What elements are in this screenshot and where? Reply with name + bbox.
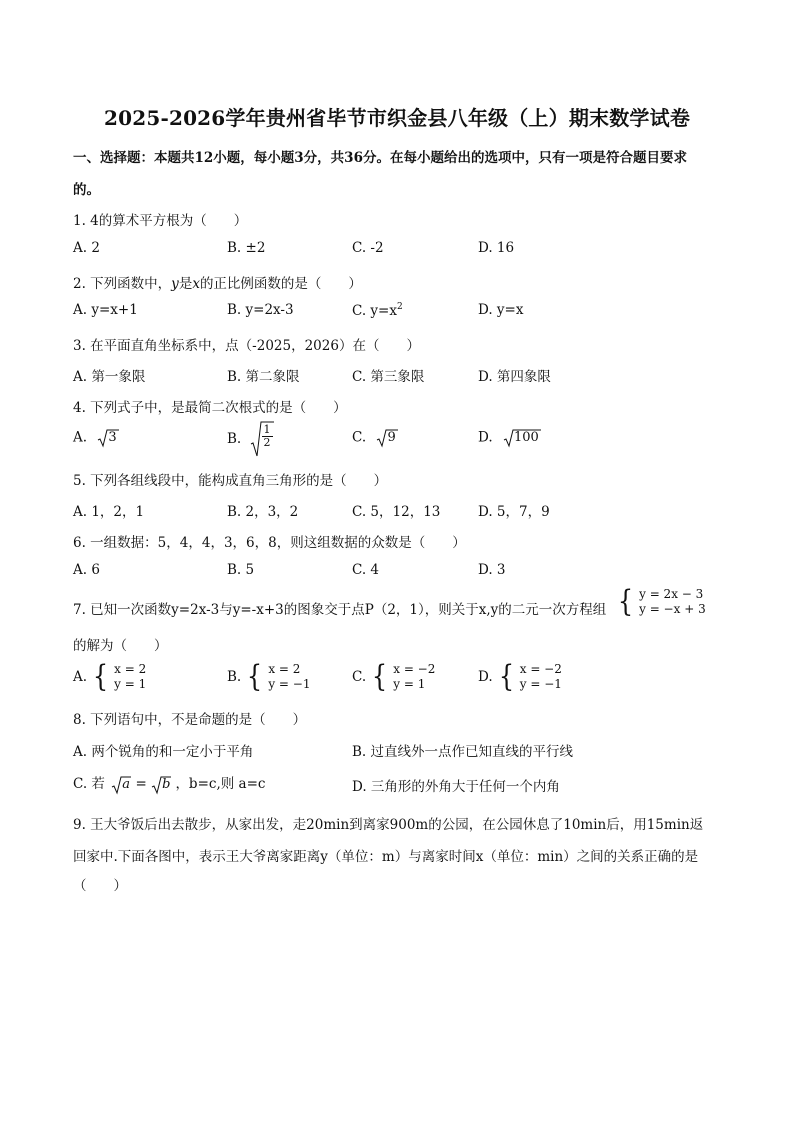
- question-8-stem: 8. 下列语句中，不是命题的是（ ）: [73, 712, 307, 728]
- question-2-stem-text: 2. 下列函数中，: [73, 276, 172, 292]
- equation-2: y = 1: [393, 677, 426, 691]
- question-4-option-b: [227, 420, 274, 458]
- radicand-a: a: [122, 776, 130, 792]
- question-6-stem: 6. 一组数据：5，4，4，3，6，8，则这组数据的众数是（ ）: [73, 535, 466, 551]
- equation-system: [73, 659, 147, 694]
- equation-lines: [114, 662, 146, 692]
- equation-2: y = −1: [519, 677, 562, 691]
- question-4-option-c: [352, 428, 398, 448]
- question-4-option-a-radicand: 3: [108, 430, 117, 445]
- question-1-stem: 1. 4的算术平方根为（ ）: [73, 213, 248, 229]
- question-1-option-c: C. -2: [352, 240, 384, 256]
- option-label: D.: [478, 669, 493, 685]
- equation-1: x = 2: [114, 662, 147, 676]
- option-label: A.: [73, 669, 88, 685]
- question-5-option-a: A. 1，2，1: [73, 504, 145, 520]
- sqrt-symbol: [250, 420, 274, 458]
- equation-lines: [520, 662, 562, 692]
- option-label: C.: [352, 669, 367, 685]
- question-3-option-d: D. 第四象限: [478, 369, 551, 385]
- question-6-option-b: B. 5: [227, 562, 255, 578]
- equation-lines: [268, 662, 310, 692]
- question-8-option-c: [73, 772, 265, 795]
- section-heading-line2: 的。: [73, 182, 100, 198]
- sqrt-symbol: [503, 428, 541, 448]
- question-2-var-y: y: [171, 276, 179, 292]
- question-7-option-c: [352, 659, 436, 694]
- brace-symbol: {: [498, 659, 514, 694]
- equation-lines: [639, 587, 706, 617]
- question-5-option-d: D. 5，7，9: [478, 504, 550, 520]
- question-2-option-c-exponent: 2: [396, 302, 403, 312]
- equation-1: x = −2: [519, 662, 562, 676]
- equation-2: y = −1: [268, 677, 311, 691]
- question-2-option-b: B. y=2x-3: [227, 302, 294, 318]
- question-9-line1: 9. 王大爷饭后出去散步，从家出发，走20min到离家900m的公园，在公园休息了10min后，用15min返: [73, 817, 704, 833]
- question-3-stem: 3. 在平面直角坐标系中，点（-2025，2026）在（ ）: [73, 338, 420, 354]
- question-1-option-b: B. ±2: [227, 240, 266, 256]
- question-4-option-a: [73, 428, 119, 448]
- question-7-option-b: [227, 659, 311, 694]
- question-5-stem: 5. 下列各组线段中，能构成直角三角形的是（ ）: [73, 473, 388, 489]
- brace-symbol: {: [247, 659, 263, 694]
- section-heading-line1: 一、选择题：本题共12小题，每小题3分，共36分。在每小题给出的选项中，只有一项是符合题目要求: [73, 150, 687, 166]
- sqrt-symbol: [111, 775, 131, 795]
- brace-symbol: {: [92, 659, 109, 694]
- question-2-option-a: A. y=x+1: [73, 302, 138, 318]
- question-2-stem-mid: 是: [178, 276, 193, 292]
- brace-symbol: {: [617, 584, 634, 619]
- equation-1: y = 2x − 3: [639, 587, 704, 601]
- option-c-suffix: ，b=c,则 a=c: [175, 776, 266, 792]
- question-1-option-d: D. 16: [478, 240, 515, 256]
- question-4-option-b-label: B.: [227, 431, 242, 447]
- question-7-option-a: [73, 659, 147, 694]
- question-4-option-a-label: A.: [73, 429, 88, 446]
- question-3-option-a: A. 第一象限: [73, 369, 146, 385]
- question-2-stem-end: 的正比例函数的是（ ）: [199, 276, 362, 292]
- question-6-option-c: C. 4: [352, 562, 380, 578]
- question-2-option-d: D. y=x: [478, 302, 524, 318]
- question-8-option-b: B. 过直线外一点作已知直线的平行线: [352, 744, 574, 760]
- question-2-var-x: x: [192, 276, 200, 292]
- option-label: B.: [227, 669, 242, 685]
- sqrt-symbol: [97, 428, 119, 448]
- sqrt-symbol: [376, 428, 398, 448]
- question-4-option-d: [478, 428, 541, 448]
- page-title: 2025-2026学年贵州省毕节市织金县八年级（上）期末数学试卷: [103, 106, 691, 130]
- question-7-stem: 7. 已知一次函数y=2x-3与y=-x+3的图象交于点P（2，1），则关于x,y的二元一次方程组: [73, 602, 607, 618]
- equation-lines: [393, 662, 435, 692]
- equation-system: [227, 659, 311, 694]
- brace-symbol: {: [372, 659, 388, 694]
- question-7-equation-system: [616, 584, 706, 619]
- option-c-prefix: C. 若: [73, 776, 105, 792]
- question-4-stem: 4. 下列式子中，是最简二次根式的是（ ）: [73, 400, 347, 416]
- question-4-option-c-radicand: 9: [387, 430, 396, 445]
- question-7-option-d: [478, 659, 562, 694]
- question-8-option-d: D. 三角形的外角大于任何一个内角: [352, 779, 560, 795]
- question-6-option-d: D. 3: [478, 562, 506, 578]
- fraction-numerator: 1: [263, 423, 271, 436]
- fraction: [262, 424, 273, 449]
- question-7-stem-end: 的解为（ ）: [73, 638, 168, 654]
- sqrt-symbol: [151, 775, 171, 795]
- question-2-stem: [73, 272, 362, 292]
- question-2-option-c-text: C. y=x: [352, 303, 397, 319]
- question-5-option-c: C. 5，12，13: [352, 504, 441, 520]
- question-6-option-a: A. 6: [73, 562, 100, 578]
- question-1-option-a: A. 2: [73, 240, 100, 256]
- equation-1: x = 2: [268, 662, 301, 676]
- question-4-option-d-label: D.: [478, 429, 493, 446]
- question-9-line2: 回家中.下面各图中，表示王大爷离家距离y（单位：m）与离家时间x（单位：min）之间的关系正确的是: [73, 849, 699, 865]
- question-8-option-a: A. 两个锐角的和一定小于平角: [73, 744, 254, 760]
- equals-sign: =: [135, 776, 147, 792]
- equation-2: y = −x + 3: [639, 602, 706, 616]
- question-4-option-d-radicand: 100: [513, 430, 539, 445]
- equation-1: x = −2: [393, 662, 436, 676]
- question-9-line3: （ ）: [73, 878, 127, 894]
- equation-system: [616, 584, 706, 619]
- question-5-option-b: B. 2，3，2: [227, 504, 299, 520]
- question-4-option-c-label: C.: [352, 429, 367, 446]
- question-3-option-b: B. 第二象限: [227, 369, 300, 385]
- equation-2: y = 1: [114, 677, 147, 691]
- equation-system: [478, 659, 562, 694]
- question-3-option-c: C. 第三象限: [352, 369, 425, 385]
- radicand-b: b: [162, 776, 171, 792]
- question-2-option-c: [352, 302, 403, 319]
- equation-system: [352, 659, 436, 694]
- fraction-denominator: 2: [263, 436, 271, 449]
